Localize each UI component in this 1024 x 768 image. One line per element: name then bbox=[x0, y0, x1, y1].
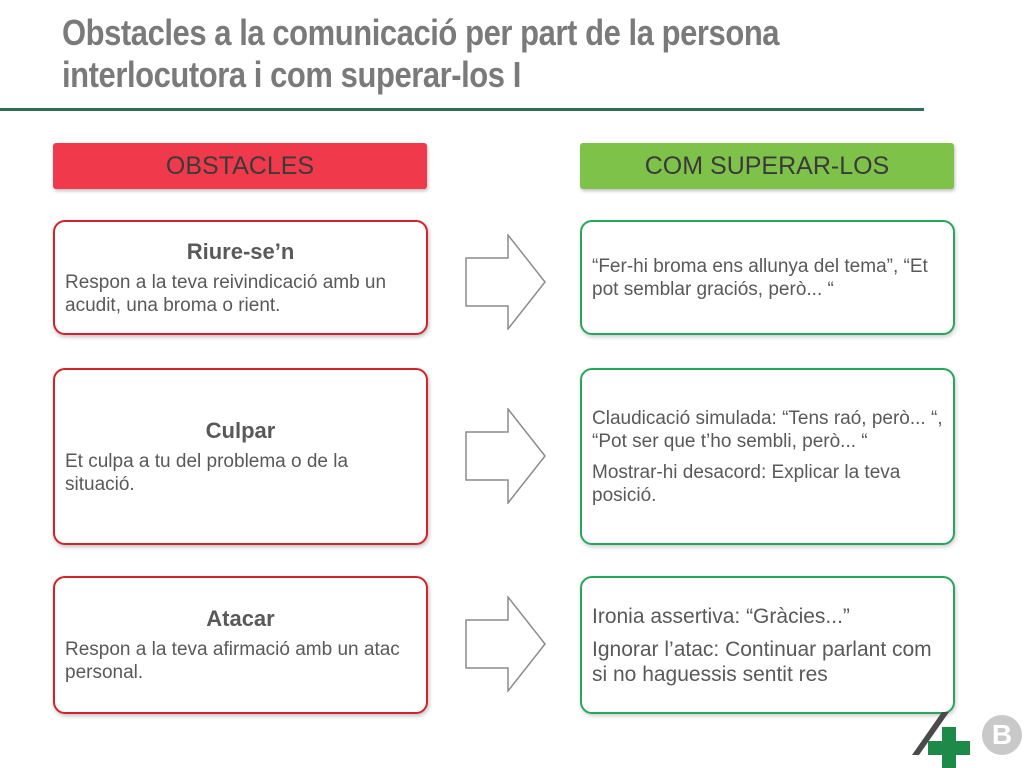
obstacle-box-2 bbox=[53, 368, 428, 545]
title-underline bbox=[0, 108, 924, 111]
obstacle-title: Riure-se’n bbox=[186, 238, 295, 264]
obstacles-header: OBSTACLES bbox=[53, 143, 427, 189]
right-arrow-outline-icon bbox=[465, 408, 547, 504]
solution-text: “Fer-hi broma ens allunya del tema”, “Et pot semblar graciós, però... “ bbox=[592, 255, 928, 300]
obstacle-box-3 bbox=[53, 576, 428, 714]
solution-text: Ironia assertiva: “Gràcies...” bbox=[592, 604, 850, 628]
solution-text: Mostrar-hi desacord: Explicar la teva posició. bbox=[592, 461, 901, 506]
solution-box-1 bbox=[580, 220, 955, 335]
slide-title-line-1: Obstacles a la comunicació per part de la persona bbox=[62, 12, 780, 53]
solution-box-2 bbox=[580, 368, 955, 545]
svg-text:B: B bbox=[991, 719, 1013, 750]
obstacle-description: Et culpa a tu del problema o de la situació. bbox=[65, 450, 349, 495]
right-arrow-outline-icon bbox=[465, 596, 547, 692]
slide-title bbox=[62, 12, 819, 96]
obstacle-box-1 bbox=[53, 220, 428, 335]
solution-text: Ignorar l’atac: Continuar parlant com si no haguessis sentit res bbox=[592, 637, 932, 686]
solution-box-3 bbox=[580, 576, 955, 714]
obstacle-description: Respon a la teva afirmació amb un atac personal. bbox=[65, 639, 400, 683]
slide-title-line-2: interlocutora i com superar-los I bbox=[62, 54, 521, 95]
solution-text: Claudicació simulada: “Tens raó, però... “, “Pot ser que t’ho sembli, però... “ bbox=[592, 407, 943, 452]
obstacle-title: Culpar bbox=[205, 417, 276, 443]
obstacle-description: Respon a la teva reivindicació amb un acudit, una broma o rient. bbox=[65, 271, 387, 316]
solutions-header: COM SUPERAR-LOS bbox=[580, 143, 954, 189]
obstacle-title: Atacar bbox=[206, 606, 275, 631]
right-arrow-outline-icon bbox=[465, 234, 547, 330]
plus-b-logo bbox=[912, 712, 1024, 768]
